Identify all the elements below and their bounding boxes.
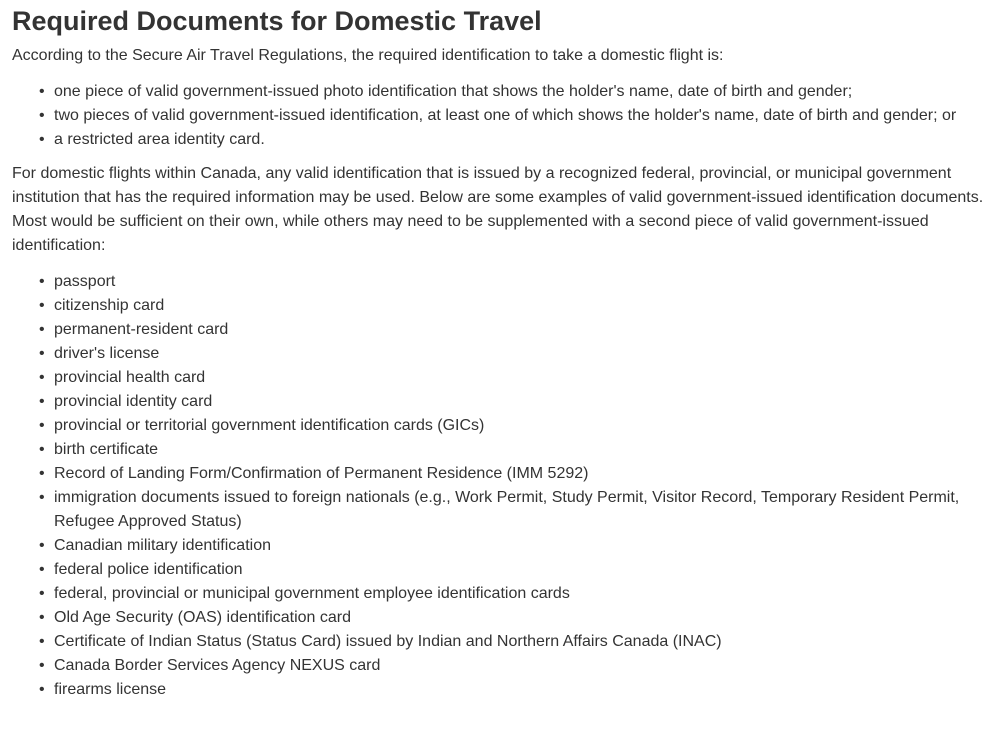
- list-item: • passport: [12, 270, 986, 294]
- list-item: • federal police identification: [12, 558, 986, 582]
- bullet-icon: •: [39, 273, 45, 290]
- list-item: • two pieces of valid government-issued identification, at least one of which shows the holder's name, date of birth and gender; or: [12, 104, 986, 128]
- bullet-icon: •: [39, 537, 45, 554]
- list-item: • citizenship card: [12, 294, 986, 318]
- bullet-icon: •: [39, 83, 45, 100]
- list-item: • permanent-resident card: [12, 318, 986, 342]
- bullet-icon: •: [39, 131, 45, 148]
- bullet-icon: •: [39, 369, 45, 386]
- bullet-icon: •: [39, 345, 45, 362]
- list-item: • provincial health card: [12, 366, 986, 390]
- list-item: • immigration documents issued to foreign nationals (e.g., Work Permit, Study Permit, Visitor Record, Temporary Resident Permit, Refugee Approved Status): [12, 486, 986, 534]
- bullet-icon: •: [39, 585, 45, 602]
- list-item: • provincial or territorial government identification cards (GICs): [12, 414, 986, 438]
- bullet-icon: •: [39, 657, 45, 674]
- bullet-icon: •: [39, 321, 45, 338]
- list-item: • firearms license: [12, 678, 986, 702]
- list-item: • birth certificate: [12, 438, 986, 462]
- documents-list: [12, 270, 986, 702]
- list-item: • Record of Landing Form/Confirmation of Permanent Residence (IMM 5292): [12, 462, 986, 486]
- bullet-icon: •: [39, 561, 45, 578]
- bullet-icon: •: [39, 297, 45, 314]
- intro-paragraph: According to the Secure Air Travel Regulations, the required identification to take a domestic flight is:: [12, 47, 724, 64]
- bullet-icon: •: [39, 489, 45, 506]
- list-item: • federal, provincial or municipal government employee identification cards: [12, 582, 986, 606]
- bullet-icon: •: [39, 417, 45, 434]
- bullet-icon: •: [39, 393, 45, 410]
- list-item: • one piece of valid government-issued photo identification that shows the holder's name, date of birth and gender;: [12, 80, 986, 104]
- bullet-icon: •: [39, 609, 45, 626]
- list-item: • Canada Border Services Agency NEXUS card: [12, 654, 986, 678]
- list-item: • Canadian military identification: [12, 534, 986, 558]
- domestic-flights-paragraph: For domestic flights within Canada, any valid identification that is issued by a recognized federal, provincial, or municipal government institution that has the required information may be used. Below are some examples of valid government-issued identification documents. Most would be sufficient on their own, while others may need to be supplemented with a second piece of valid government-issued identification:: [12, 165, 984, 254]
- bullet-icon: •: [39, 107, 45, 124]
- requirements-list: [12, 80, 986, 152]
- list-item: • Certificate of Indian Status (Status Card) issued by Indian and Northern Affairs Canada (INAC): [12, 630, 986, 654]
- bullet-icon: •: [39, 441, 45, 458]
- list-item: • driver's license: [12, 342, 986, 366]
- bullet-icon: •: [39, 633, 45, 650]
- bullet-icon: •: [39, 465, 45, 482]
- list-item: • Old Age Security (OAS) identification card: [12, 606, 986, 630]
- list-item: • a restricted area identity card.: [12, 128, 986, 152]
- bullet-icon: •: [39, 681, 45, 698]
- page-title: Required Documents for Domestic Travel: [12, 6, 542, 36]
- list-item: • provincial identity card: [12, 390, 986, 414]
